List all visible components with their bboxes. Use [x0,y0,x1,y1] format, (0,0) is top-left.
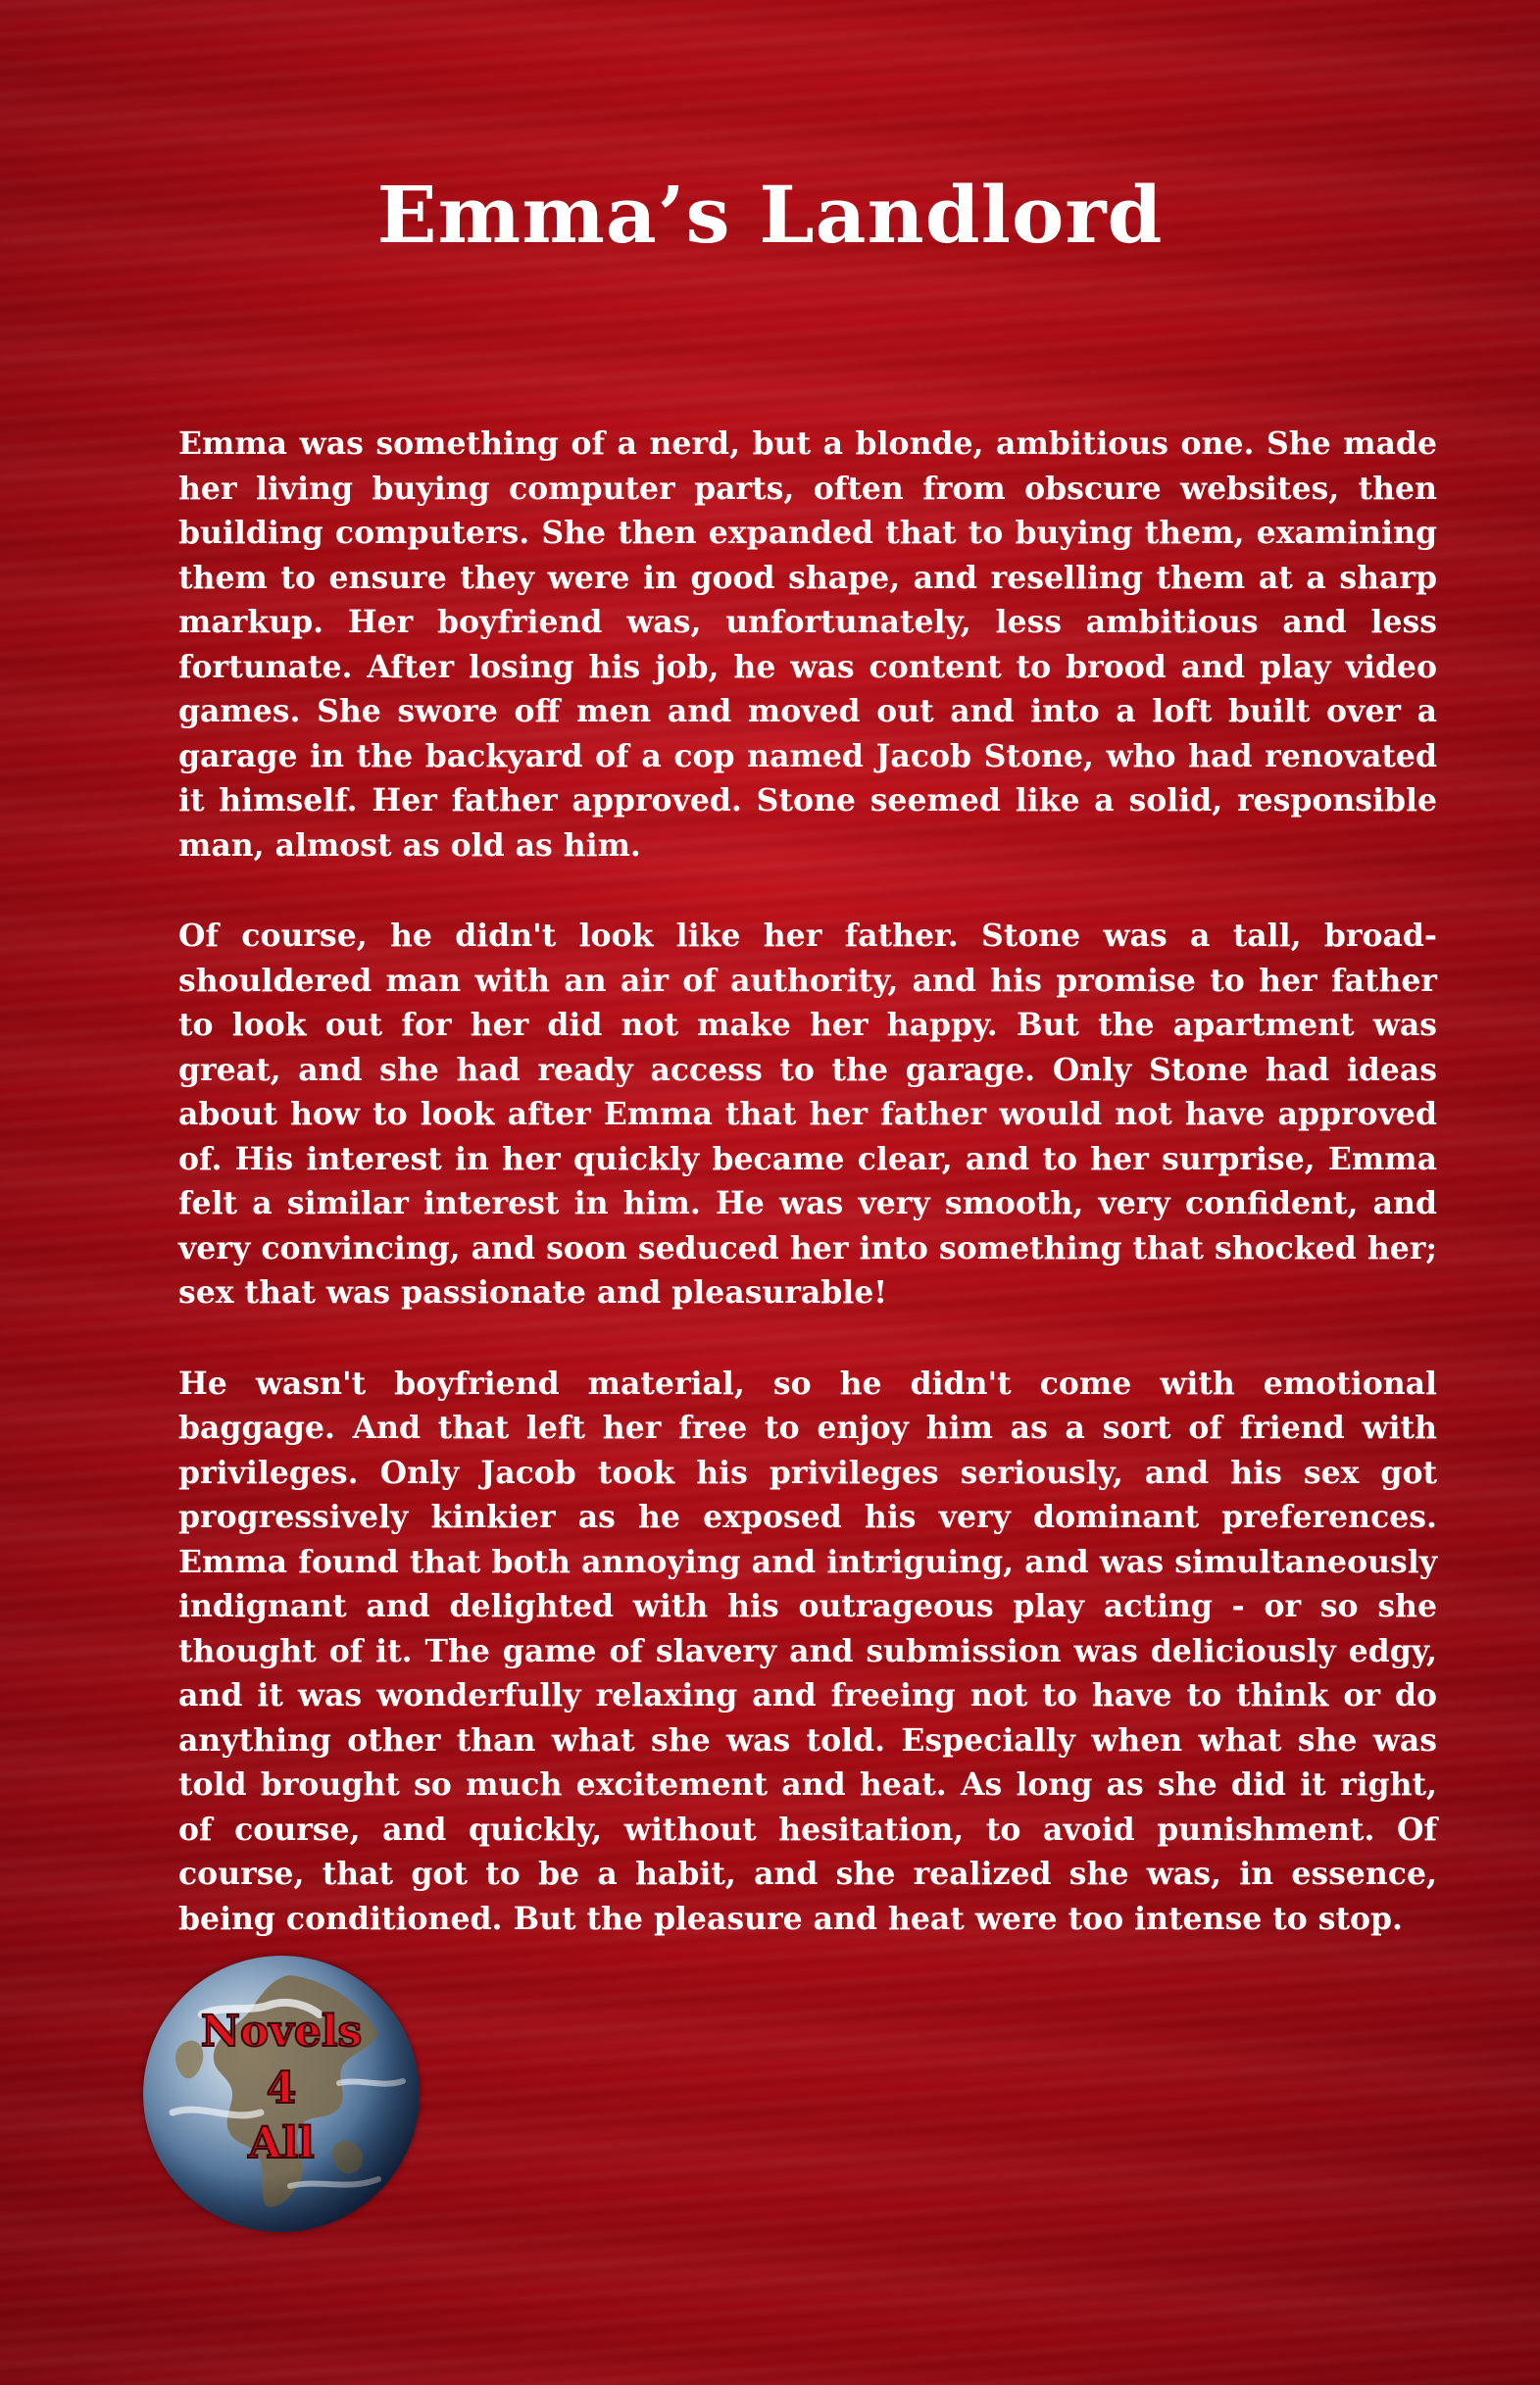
logo-line-4: 4 [266,2063,297,2113]
blurb-paragraph: Of course, he didn't look like her father. Stone was a tall, broad-shouldered man with an air of authority, and his promise to her father to look out for her did not make her happy. But the apartment was great, and she had ready access to the garage. Only Stone had ideas about how to look after Emma that her father would not have approved of. His interest in her quickly became clear, and to her surprise, Emma felt a similar interest in him. He was very smooth, very confident, and very convincing, and soon seduced her into something that shocked her; sex that was passionate and pleasurable! [178,918,1437,1311]
globe-icon [143,1956,420,2232]
book-title: Emma’s Landlord [376,169,1164,261]
blurb-paragraph: He wasn't boyfriend material, so he didn't come with emotional baggage. And that left her free to enjoy him as a sort of friend with privileges. Only Jacob took his privileges seriously, and his sex got progressively kinkier as he exposed his very dominant preferences. Emma found that both annoying and intriguing, and was simultaneously indignant and delighted with his outrageous play acting - or so she thought of it. The game of slavery and submission was deliciously edgy, and it was wonderfully relaxing and freeing not to have to think or do anything other than what she was told. Especially when what she was told brought so much excitement and heat. As long as she did it right, of course, and quickly, without hesitation, to avoid punishment. Of course, that got to be a habit, and she realized she was, in essence, being conditioned. But the pleasure and heat were too intense to stop. [178,1365,1437,1937]
logo-line-novels: Novels [200,2007,363,2057]
blurb-paragraph: Emma was something of a nerd, but a blonde, ambitious one. She made her living buying computer parts, often from obscure websites, then building computers. She then expanded that to buying them, examining them to ensure they were in good shape, and reselling them at a sharp markup. Her boyfriend was, unfortunately, less ambitious and less fortunate. After losing his job, he was content to brood and play video games. She swore off men and moved out and into a loft built over a garage in the backyard of a cop named Jacob Stone, who had renovated it himself. Her father approved. Stone seemed like a solid, responsible man, almost as old as him. [178,425,1437,864]
logo-line-all: All [248,2118,315,2168]
blurb [178,422,1437,1987]
publisher-logo [143,1956,420,2232]
